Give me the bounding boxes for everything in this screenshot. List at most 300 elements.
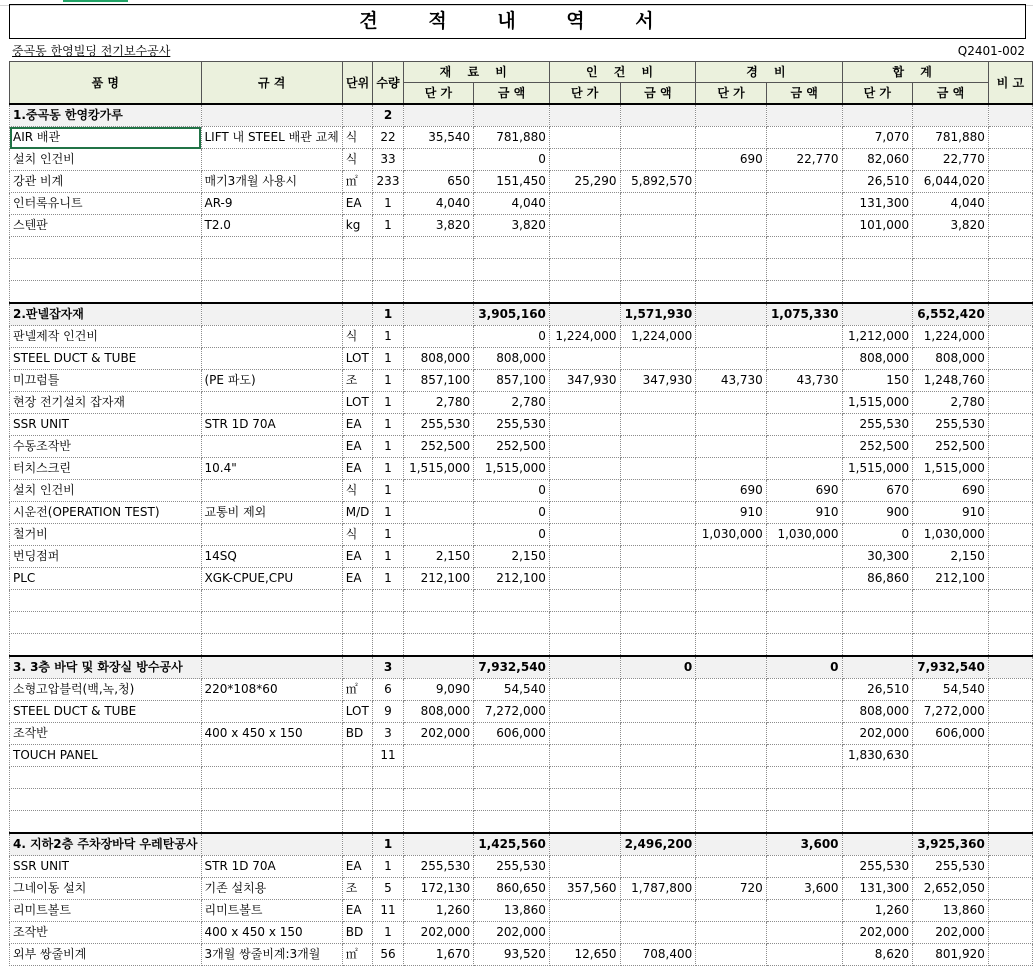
- cell-spec[interactable]: [201, 104, 342, 127]
- header-labor-amount[interactable]: 금 액: [620, 83, 696, 105]
- cell-total-amount[interactable]: [913, 104, 989, 127]
- cell-total-unit-price[interactable]: 0: [842, 524, 913, 546]
- cell-expense-amount[interactable]: [766, 922, 842, 944]
- header-qty[interactable]: 수량: [373, 62, 403, 105]
- cell-total-unit-price[interactable]: 30,300: [842, 546, 913, 568]
- cell-expense-unit-price[interactable]: [696, 811, 767, 834]
- cell-material-unit-price[interactable]: [403, 524, 474, 546]
- cell-material-unit-price[interactable]: 2,150: [403, 546, 474, 568]
- cell-remark[interactable]: [988, 833, 1032, 856]
- cell-item-name[interactable]: 수동조작반: [10, 436, 202, 458]
- cell-labor-unit-price[interactable]: [549, 281, 620, 304]
- document-code[interactable]: Q2401-002: [957, 44, 1025, 58]
- cell-unit[interactable]: [342, 281, 373, 304]
- cell-labor-unit-price[interactable]: [549, 237, 620, 259]
- cell-total-unit-price[interactable]: 670: [842, 480, 913, 502]
- cell-qty[interactable]: [373, 259, 403, 281]
- cell-expense-unit-price[interactable]: [696, 458, 767, 480]
- cell-remark[interactable]: [988, 811, 1032, 834]
- cell-total-amount[interactable]: [913, 745, 989, 767]
- cell-unit[interactable]: [342, 237, 373, 259]
- cell-total-unit-price[interactable]: [842, 656, 913, 679]
- cell-material-amount[interactable]: 860,650: [474, 878, 550, 900]
- cell-unit[interactable]: 식: [342, 127, 373, 149]
- cell-total-amount[interactable]: 4,040: [913, 193, 989, 215]
- cell-labor-unit-price[interactable]: [549, 436, 620, 458]
- cell-material-amount[interactable]: 857,100: [474, 370, 550, 392]
- cell-total-amount[interactable]: 22,770: [913, 149, 989, 171]
- cell-total-unit-price[interactable]: [842, 811, 913, 834]
- cell-total-amount[interactable]: 202,000: [913, 922, 989, 944]
- cell-labor-amount[interactable]: [620, 502, 696, 524]
- cell-expense-unit-price[interactable]: [696, 789, 767, 811]
- cell-material-amount[interactable]: [474, 104, 550, 127]
- cell-material-unit-price[interactable]: 1,670: [403, 944, 474, 966]
- cell-expense-unit-price[interactable]: [696, 348, 767, 370]
- cell-qty[interactable]: 1: [373, 524, 403, 546]
- cell-spec[interactable]: [201, 634, 342, 657]
- cell-remark[interactable]: [988, 568, 1032, 590]
- cell-expense-unit-price[interactable]: [696, 303, 767, 326]
- cell-material-amount[interactable]: 2,780: [474, 392, 550, 414]
- cell-item-name[interactable]: 4. 지하2층 주차장바닥 우레탄공사: [10, 833, 202, 856]
- cell-total-unit-price[interactable]: 7,070: [842, 127, 913, 149]
- cell-expense-unit-price[interactable]: [696, 634, 767, 657]
- cell-unit[interactable]: ㎡: [342, 944, 373, 966]
- cell-total-amount[interactable]: 2,652,050: [913, 878, 989, 900]
- cell-total-unit-price[interactable]: [842, 612, 913, 634]
- cell-labor-unit-price[interactable]: [549, 303, 620, 326]
- cell-unit[interactable]: [342, 612, 373, 634]
- cell-expense-unit-price[interactable]: [696, 104, 767, 127]
- cell-unit[interactable]: EA: [342, 568, 373, 590]
- cell-expense-amount[interactable]: 3,600: [766, 833, 842, 856]
- cell-remark[interactable]: [988, 392, 1032, 414]
- cell-item-name[interactable]: PLC: [10, 568, 202, 590]
- cell-material-amount[interactable]: [474, 811, 550, 834]
- cell-expense-amount[interactable]: [766, 414, 842, 436]
- cell-total-amount[interactable]: [913, 237, 989, 259]
- cell-spec[interactable]: LIFT 내 STEEL 배관 교체: [201, 127, 342, 149]
- cell-expense-unit-price[interactable]: [696, 944, 767, 966]
- cell-labor-unit-price[interactable]: [549, 723, 620, 745]
- cell-total-amount[interactable]: 252,500: [913, 436, 989, 458]
- cell-unit[interactable]: [342, 303, 373, 326]
- cell-total-amount[interactable]: 54,540: [913, 679, 989, 701]
- cell-labor-amount[interactable]: 1,224,000: [620, 326, 696, 348]
- cell-labor-unit-price[interactable]: [549, 568, 620, 590]
- cell-labor-unit-price[interactable]: [549, 811, 620, 834]
- cell-expense-amount[interactable]: [766, 281, 842, 304]
- cell-item-name[interactable]: [10, 237, 202, 259]
- cell-labor-amount[interactable]: 1,787,800: [620, 878, 696, 900]
- cell-labor-unit-price[interactable]: [549, 900, 620, 922]
- cell-expense-unit-price[interactable]: [696, 281, 767, 304]
- cell-material-amount[interactable]: 7,272,000: [474, 701, 550, 723]
- cell-total-amount[interactable]: [913, 811, 989, 834]
- cell-qty[interactable]: [373, 767, 403, 789]
- cell-labor-amount[interactable]: [620, 922, 696, 944]
- cell-expense-unit-price[interactable]: 43,730: [696, 370, 767, 392]
- cell-total-unit-price[interactable]: [842, 303, 913, 326]
- cell-spec[interactable]: [201, 480, 342, 502]
- cell-total-amount[interactable]: 1,515,000: [913, 458, 989, 480]
- cell-item-name[interactable]: 리미트볼트: [10, 900, 202, 922]
- cell-labor-amount[interactable]: [620, 811, 696, 834]
- cell-unit[interactable]: [342, 767, 373, 789]
- cell-expense-amount[interactable]: [766, 193, 842, 215]
- cell-remark[interactable]: [988, 436, 1032, 458]
- cell-qty[interactable]: [373, 281, 403, 304]
- cell-expense-unit-price[interactable]: [696, 701, 767, 723]
- cell-total-unit-price[interactable]: 82,060: [842, 149, 913, 171]
- cell-qty[interactable]: 1: [373, 326, 403, 348]
- cell-expense-unit-price[interactable]: [696, 922, 767, 944]
- cell-labor-amount[interactable]: 2,496,200: [620, 833, 696, 856]
- cell-expense-amount[interactable]: 22,770: [766, 149, 842, 171]
- cell-labor-amount[interactable]: [620, 612, 696, 634]
- cell-expense-amount[interactable]: [766, 723, 842, 745]
- cell-expense-unit-price[interactable]: [696, 237, 767, 259]
- cell-material-amount[interactable]: 1,425,560: [474, 833, 550, 856]
- cell-labor-amount[interactable]: [620, 634, 696, 657]
- cell-remark[interactable]: [988, 634, 1032, 657]
- cell-item-name[interactable]: 소형고압블럭(백,녹,청): [10, 679, 202, 701]
- cell-unit[interactable]: [342, 259, 373, 281]
- cell-expense-amount[interactable]: [766, 392, 842, 414]
- cell-total-unit-price[interactable]: 8,620: [842, 944, 913, 966]
- cell-spec[interactable]: [201, 811, 342, 834]
- cell-labor-unit-price[interactable]: [549, 215, 620, 237]
- cell-total-unit-price[interactable]: [842, 281, 913, 304]
- cell-expense-amount[interactable]: [766, 789, 842, 811]
- cell-remark[interactable]: [988, 127, 1032, 149]
- cell-total-amount[interactable]: [913, 789, 989, 811]
- cell-expense-unit-price[interactable]: [696, 215, 767, 237]
- cell-item-name[interactable]: 인터록유니트: [10, 193, 202, 215]
- cell-remark[interactable]: [988, 348, 1032, 370]
- cell-material-unit-price[interactable]: [403, 326, 474, 348]
- header-spec[interactable]: 규 격: [201, 62, 342, 105]
- cell-material-amount[interactable]: [474, 237, 550, 259]
- cell-material-amount[interactable]: 3,905,160: [474, 303, 550, 326]
- cell-remark[interactable]: [988, 414, 1032, 436]
- cell-labor-amount[interactable]: [620, 237, 696, 259]
- cell-material-unit-price[interactable]: [403, 303, 474, 326]
- cell-remark[interactable]: [988, 878, 1032, 900]
- cell-material-amount[interactable]: 13,860: [474, 900, 550, 922]
- cell-material-unit-price[interactable]: 4,040: [403, 193, 474, 215]
- cell-total-unit-price[interactable]: 808,000: [842, 701, 913, 723]
- cell-total-amount[interactable]: 690: [913, 480, 989, 502]
- cell-labor-unit-price[interactable]: [549, 789, 620, 811]
- cell-item-name[interactable]: 그네이동 설치: [10, 878, 202, 900]
- cell-total-unit-price[interactable]: 131,300: [842, 193, 913, 215]
- cell-material-amount[interactable]: 202,000: [474, 922, 550, 944]
- cell-material-unit-price[interactable]: [403, 833, 474, 856]
- cell-total-unit-price[interactable]: 255,530: [842, 414, 913, 436]
- cell-unit[interactable]: EA: [342, 856, 373, 878]
- cell-unit[interactable]: [342, 590, 373, 612]
- cell-qty[interactable]: [373, 811, 403, 834]
- cell-labor-amount[interactable]: [620, 193, 696, 215]
- cell-expense-amount[interactable]: 1,030,000: [766, 524, 842, 546]
- cell-total-unit-price[interactable]: 86,860: [842, 568, 913, 590]
- cell-expense-amount[interactable]: [766, 568, 842, 590]
- cell-spec[interactable]: [201, 524, 342, 546]
- cell-labor-unit-price[interactable]: 347,930: [549, 370, 620, 392]
- cell-material-amount[interactable]: 0: [474, 149, 550, 171]
- cell-labor-unit-price[interactable]: [549, 259, 620, 281]
- cell-expense-unit-price[interactable]: [696, 612, 767, 634]
- header-expense[interactable]: 경 비: [696, 62, 842, 83]
- cell-qty[interactable]: 1: [373, 922, 403, 944]
- cell-unit[interactable]: EA: [342, 900, 373, 922]
- cell-unit[interactable]: [342, 745, 373, 767]
- cell-expense-amount[interactable]: [766, 634, 842, 657]
- cell-total-unit-price[interactable]: 1,515,000: [842, 458, 913, 480]
- cell-item-name[interactable]: 판넬제작 인건비: [10, 326, 202, 348]
- cell-total-amount[interactable]: 7,272,000: [913, 701, 989, 723]
- cell-labor-amount[interactable]: 1,571,930: [620, 303, 696, 326]
- cell-qty[interactable]: 1: [373, 193, 403, 215]
- cell-remark[interactable]: [988, 215, 1032, 237]
- cell-remark[interactable]: [988, 149, 1032, 171]
- cell-remark[interactable]: [988, 701, 1032, 723]
- cell-material-unit-price[interactable]: 857,100: [403, 370, 474, 392]
- cell-total-amount[interactable]: 212,100: [913, 568, 989, 590]
- cell-material-unit-price[interactable]: [403, 480, 474, 502]
- cell-item-name[interactable]: 3. 3층 바닥 및 화장실 방수공사: [10, 656, 202, 679]
- cell-expense-unit-price[interactable]: [696, 767, 767, 789]
- cell-labor-unit-price[interactable]: [549, 590, 620, 612]
- cell-item-name[interactable]: 조작반: [10, 922, 202, 944]
- cell-labor-amount[interactable]: [620, 723, 696, 745]
- cell-total-amount[interactable]: [913, 612, 989, 634]
- cell-item-name[interactable]: 설치 인건비: [10, 480, 202, 502]
- cell-expense-amount[interactable]: [766, 679, 842, 701]
- cell-spec[interactable]: T2.0: [201, 215, 342, 237]
- cell-material-unit-price[interactable]: 255,530: [403, 856, 474, 878]
- cell-material-unit-price[interactable]: [403, 789, 474, 811]
- cell-qty[interactable]: 1: [373, 303, 403, 326]
- cell-spec[interactable]: [201, 701, 342, 723]
- cell-labor-unit-price[interactable]: [549, 458, 620, 480]
- cell-remark[interactable]: [988, 546, 1032, 568]
- cell-labor-unit-price[interactable]: [549, 348, 620, 370]
- cell-labor-unit-price[interactable]: 357,560: [549, 878, 620, 900]
- cell-spec[interactable]: 기존 설치용: [201, 878, 342, 900]
- cell-item-name[interactable]: [10, 259, 202, 281]
- cell-spec[interactable]: 220*108*60: [201, 679, 342, 701]
- cell-material-unit-price[interactable]: 1,260: [403, 900, 474, 922]
- cell-qty[interactable]: [373, 237, 403, 259]
- cell-qty[interactable]: 1: [373, 856, 403, 878]
- cell-labor-amount[interactable]: [620, 745, 696, 767]
- cell-item-name[interactable]: SSR UNIT: [10, 856, 202, 878]
- cell-item-name[interactable]: 번딩점퍼: [10, 546, 202, 568]
- cell-material-unit-price[interactable]: 252,500: [403, 436, 474, 458]
- cell-remark[interactable]: [988, 480, 1032, 502]
- cell-labor-amount[interactable]: 0: [620, 656, 696, 679]
- cell-expense-amount[interactable]: [766, 612, 842, 634]
- cell-expense-unit-price[interactable]: [696, 656, 767, 679]
- cell-material-unit-price[interactable]: 212,100: [403, 568, 474, 590]
- cell-expense-unit-price[interactable]: [696, 436, 767, 458]
- cell-material-unit-price[interactable]: 2,780: [403, 392, 474, 414]
- cell-total-unit-price[interactable]: 255,530: [842, 856, 913, 878]
- cell-expense-amount[interactable]: 690: [766, 480, 842, 502]
- cell-item-name[interactable]: [10, 789, 202, 811]
- cell-spec[interactable]: 14SQ: [201, 546, 342, 568]
- cell-remark[interactable]: [988, 745, 1032, 767]
- cell-item-name[interactable]: 2.판넬잡자재: [10, 303, 202, 326]
- cell-unit[interactable]: [342, 634, 373, 657]
- cell-material-unit-price[interactable]: 808,000: [403, 701, 474, 723]
- cell-total-unit-price[interactable]: 26,510: [842, 171, 913, 193]
- cell-qty[interactable]: 22: [373, 127, 403, 149]
- cell-expense-amount[interactable]: 3,600: [766, 878, 842, 900]
- cell-qty[interactable]: 9: [373, 701, 403, 723]
- cell-material-amount[interactable]: 2,150: [474, 546, 550, 568]
- cell-labor-amount[interactable]: [620, 259, 696, 281]
- cell-spec[interactable]: STR 1D 70A: [201, 856, 342, 878]
- cell-expense-amount[interactable]: [766, 237, 842, 259]
- cell-total-unit-price[interactable]: 1,212,000: [842, 326, 913, 348]
- cell-remark[interactable]: [988, 193, 1032, 215]
- cell-spec[interactable]: [201, 348, 342, 370]
- cell-material-unit-price[interactable]: [403, 634, 474, 657]
- cell-total-unit-price[interactable]: 1,830,630: [842, 745, 913, 767]
- cell-spec[interactable]: 리미트볼트: [201, 900, 342, 922]
- cell-qty[interactable]: 3: [373, 656, 403, 679]
- cell-unit[interactable]: M/D: [342, 502, 373, 524]
- cell-item-name[interactable]: STEEL DUCT & TUBE: [10, 348, 202, 370]
- cell-material-amount[interactable]: [474, 789, 550, 811]
- cell-spec[interactable]: 400 x 450 x 150: [201, 922, 342, 944]
- cell-spec[interactable]: [201, 590, 342, 612]
- cell-item-name[interactable]: 외부 쌍줄비계: [10, 944, 202, 966]
- cell-material-amount[interactable]: 3,820: [474, 215, 550, 237]
- cell-labor-unit-price[interactable]: [549, 104, 620, 127]
- cell-total-amount[interactable]: 2,780: [913, 392, 989, 414]
- cell-item-name[interactable]: TOUCH PANEL: [10, 745, 202, 767]
- cell-unit[interactable]: [342, 811, 373, 834]
- cell-qty[interactable]: [373, 789, 403, 811]
- cell-material-amount[interactable]: 0: [474, 480, 550, 502]
- cell-expense-unit-price[interactable]: [696, 171, 767, 193]
- cell-labor-amount[interactable]: 708,400: [620, 944, 696, 966]
- cell-expense-unit-price[interactable]: [696, 723, 767, 745]
- cell-labor-amount[interactable]: [620, 215, 696, 237]
- cell-labor-amount[interactable]: [620, 104, 696, 127]
- cell-remark[interactable]: [988, 856, 1032, 878]
- cell-expense-unit-price[interactable]: [696, 127, 767, 149]
- cell-labor-amount[interactable]: [620, 568, 696, 590]
- cell-material-unit-price[interactable]: [403, 612, 474, 634]
- cell-qty[interactable]: 1: [373, 568, 403, 590]
- cell-labor-unit-price[interactable]: [549, 612, 620, 634]
- cell-total-unit-price[interactable]: 101,000: [842, 215, 913, 237]
- header-item[interactable]: 품 명: [10, 62, 202, 105]
- cell-item-name[interactable]: SSR UNIT: [10, 414, 202, 436]
- cell-spec[interactable]: [201, 149, 342, 171]
- cell-spec[interactable]: [201, 745, 342, 767]
- cell-qty[interactable]: 11: [373, 745, 403, 767]
- cell-material-amount[interactable]: 0: [474, 502, 550, 524]
- cell-unit[interactable]: [342, 789, 373, 811]
- cell-total-amount[interactable]: 2,150: [913, 546, 989, 568]
- cell-qty[interactable]: 11: [373, 900, 403, 922]
- cell-total-amount[interactable]: 3,820: [913, 215, 989, 237]
- cell-expense-unit-price[interactable]: [696, 414, 767, 436]
- cell-expense-unit-price[interactable]: [696, 900, 767, 922]
- cell-spec[interactable]: [201, 281, 342, 304]
- cell-labor-unit-price[interactable]: [549, 149, 620, 171]
- cell-qty[interactable]: 6: [373, 679, 403, 701]
- cell-qty[interactable]: 1: [373, 833, 403, 856]
- cell-expense-amount[interactable]: [766, 944, 842, 966]
- cell-labor-unit-price[interactable]: [549, 127, 620, 149]
- cell-expense-unit-price[interactable]: [696, 392, 767, 414]
- cell-total-unit-price[interactable]: 808,000: [842, 348, 913, 370]
- cell-total-amount[interactable]: 13,860: [913, 900, 989, 922]
- cell-remark[interactable]: [988, 590, 1032, 612]
- cell-labor-amount[interactable]: [620, 127, 696, 149]
- cell-labor-unit-price[interactable]: [549, 524, 620, 546]
- cell-remark[interactable]: [988, 502, 1032, 524]
- cell-labor-amount[interactable]: [620, 480, 696, 502]
- cell-expense-amount[interactable]: [766, 546, 842, 568]
- cell-unit[interactable]: ㎡: [342, 679, 373, 701]
- header-material-unit-price[interactable]: 단 가: [403, 83, 474, 105]
- cell-total-amount[interactable]: 910: [913, 502, 989, 524]
- cell-material-unit-price[interactable]: [403, 656, 474, 679]
- cell-expense-amount[interactable]: 1,075,330: [766, 303, 842, 326]
- cell-remark[interactable]: [988, 900, 1032, 922]
- cell-expense-unit-price[interactable]: [696, 546, 767, 568]
- cell-unit[interactable]: [342, 833, 373, 856]
- header-remark[interactable]: 비 고: [988, 62, 1032, 105]
- cell-labor-amount[interactable]: [620, 414, 696, 436]
- cell-item-name[interactable]: AIR 배관: [10, 127, 202, 149]
- cell-material-amount[interactable]: [474, 767, 550, 789]
- cell-labor-unit-price[interactable]: [549, 833, 620, 856]
- cell-material-unit-price[interactable]: 650: [403, 171, 474, 193]
- cell-item-name[interactable]: 스텐판: [10, 215, 202, 237]
- cell-qty[interactable]: 2: [373, 104, 403, 127]
- cell-total-unit-price[interactable]: 900: [842, 502, 913, 524]
- cell-total-unit-price[interactable]: 202,000: [842, 922, 913, 944]
- cell-material-amount[interactable]: 1,515,000: [474, 458, 550, 480]
- cell-total-amount[interactable]: 606,000: [913, 723, 989, 745]
- cell-labor-amount[interactable]: [620, 281, 696, 304]
- cell-total-unit-price[interactable]: [842, 634, 913, 657]
- cell-material-amount[interactable]: [474, 612, 550, 634]
- cell-material-amount[interactable]: 781,880: [474, 127, 550, 149]
- cell-qty[interactable]: 33: [373, 149, 403, 171]
- header-expense-amount[interactable]: 금 액: [766, 83, 842, 105]
- cell-labor-unit-price[interactable]: 25,290: [549, 171, 620, 193]
- cell-expense-unit-price[interactable]: [696, 679, 767, 701]
- cell-material-amount[interactable]: [474, 745, 550, 767]
- header-labor-unit-price[interactable]: 단 가: [549, 83, 620, 105]
- cell-expense-unit-price[interactable]: [696, 568, 767, 590]
- cell-spec[interactable]: 교통비 제외: [201, 502, 342, 524]
- cell-expense-amount[interactable]: [766, 811, 842, 834]
- cell-total-amount[interactable]: [913, 634, 989, 657]
- cell-qty[interactable]: [373, 612, 403, 634]
